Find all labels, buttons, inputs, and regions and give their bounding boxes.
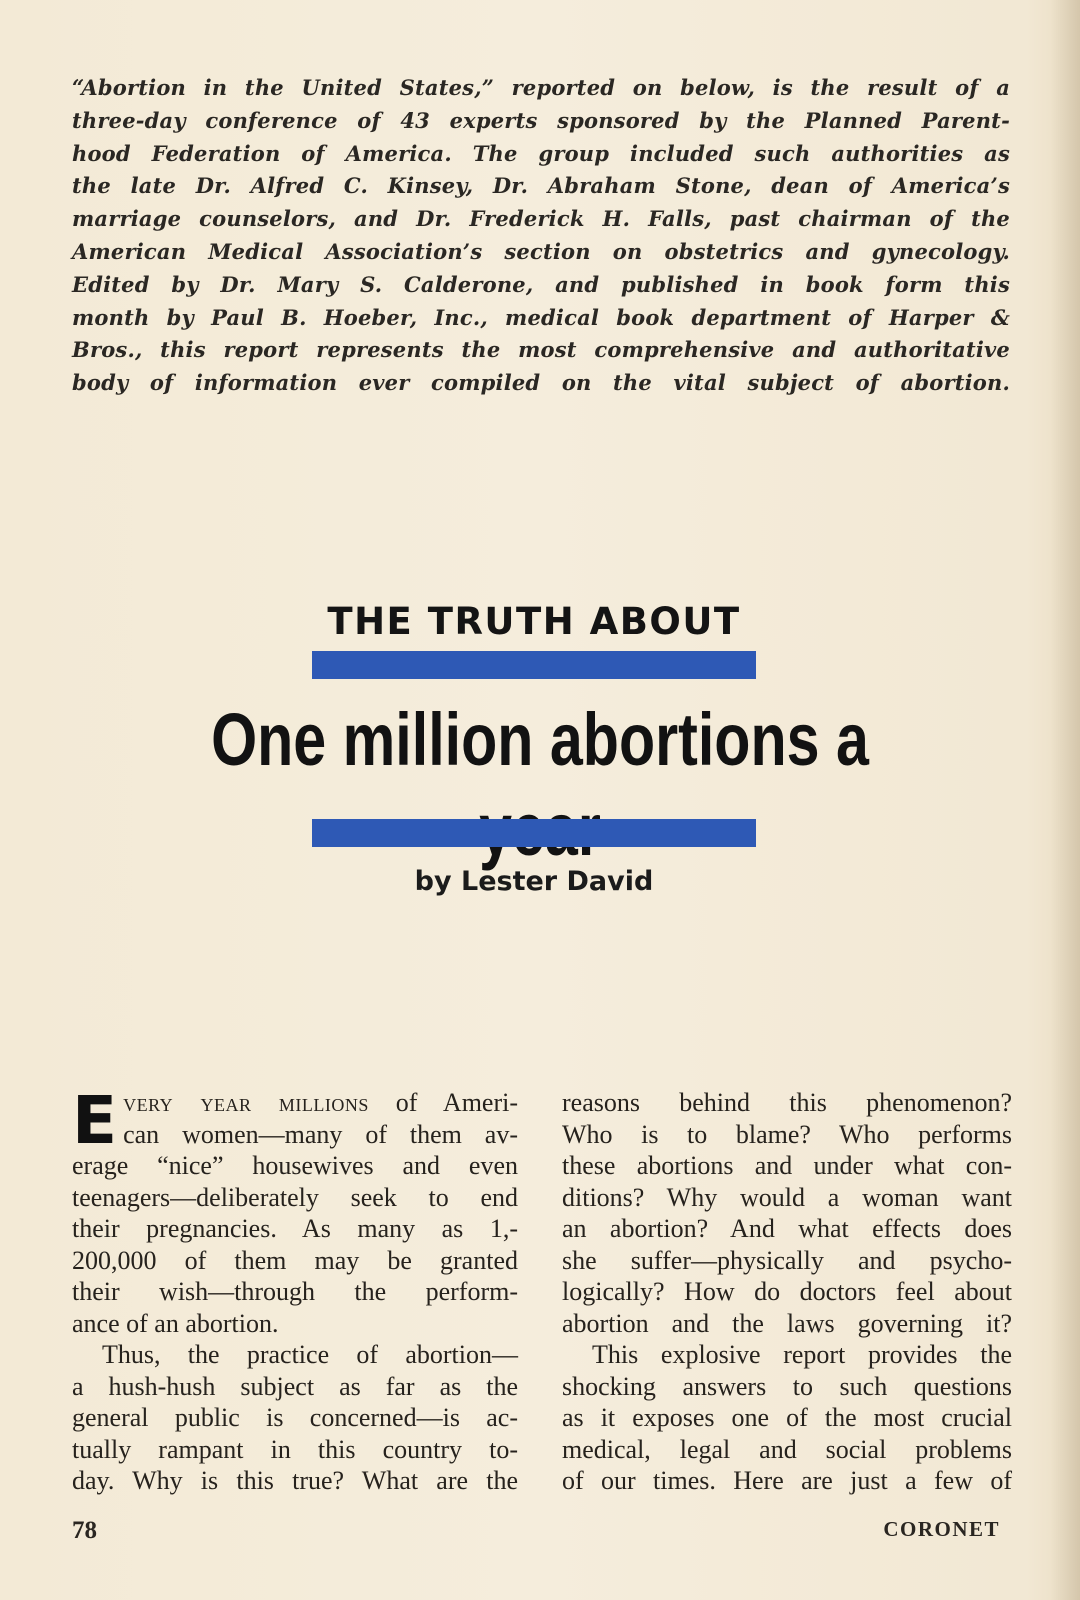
body-line: she suffer—physically and psycho- (562, 1245, 1012, 1275)
blue-rule-top (312, 651, 756, 679)
body-line: medical, legal and social problems (562, 1434, 1012, 1464)
body-line: ditions? Why would a woman want (562, 1182, 1012, 1212)
body-line: general public is concerned—is ac- (72, 1403, 518, 1432)
body-line: as it exposes one of the most crucial (562, 1403, 1012, 1432)
intro-line: marriage counselors, and Dr. Frederick H. Falls, past chairman of the (72, 206, 1010, 232)
body-line: tually rampant in this country to- (72, 1434, 518, 1464)
body-line: reasons behind this phenomenon? (562, 1088, 1012, 1117)
intro-line: body of information ever compiled on the vital subject of abortion. (72, 370, 1010, 396)
intro-line: the late Dr. Alfred C. Kinsey, Dr. Abraham Stone, dean of America’s (72, 173, 1010, 199)
body-line: can women—many of them av- (123, 1119, 518, 1149)
lead-in-smallcaps: very year millions (123, 1088, 369, 1117)
page-number: 78 (72, 1517, 97, 1544)
body-line: logically? How do doctors feel about (562, 1277, 1012, 1306)
body-line: their pregnancies. As many as 1,- (72, 1214, 518, 1243)
body-text: of Ameri- (368, 1088, 518, 1117)
intro-paragraph (72, 72, 1010, 400)
body-line: a hush-hush subject as far as the (72, 1371, 518, 1401)
intro-line: hood Federation of America. The group included such authorities as (72, 140, 1010, 166)
body-line: day. Why is this true? What are the (72, 1466, 518, 1495)
drop-cap: E (72, 1082, 118, 1159)
body-column-left (72, 1082, 518, 1497)
body-line: 200,000 of them may be granted (72, 1245, 518, 1275)
intro-line: month by Paul B. Hoeber, Inc., medical book department of Harper & (72, 304, 1010, 330)
title-kicker: THE TRUTH ABOUT (327, 600, 741, 643)
body-line: shocking answers to such questions (562, 1371, 1012, 1401)
intro-line: American Medical Association’s section on obstetrics and gynecology. (72, 238, 1010, 264)
body-line: ance of an abortion. (72, 1308, 279, 1338)
intro-line: three-day conference of 43 experts sponsored by the Planned Parent- (72, 107, 1010, 133)
intro-line: Bros., this report represents the most comprehensive and authoritative (72, 337, 1010, 363)
body-column-right (562, 1087, 1012, 1497)
body-line: This explosive report provides the (592, 1340, 1012, 1369)
body-line (72, 1087, 518, 1119)
body-line: these abortions and under what con- (562, 1151, 1012, 1180)
intro-line: “Abortion in the United States,” reported on below, is the result of a (72, 75, 1010, 100)
page-edge-shadow (1050, 0, 1080, 1600)
body-line: an abortion? And what effects does (562, 1214, 1012, 1243)
body-line: of our times. Here are just a few of (562, 1466, 1012, 1495)
body-line: teenagers—deliberately seek to end (72, 1182, 518, 1212)
body-line: Who is to blame? Who performs (562, 1119, 1012, 1149)
blue-rule-bottom (312, 819, 756, 847)
body-line: their wish—through the perform- (72, 1277, 518, 1306)
body-line: abortion and the laws governing it? (562, 1308, 1012, 1338)
byline: by Lester David (414, 866, 654, 897)
body-line: erage “nice” housewives and even (72, 1151, 518, 1180)
body-line: Thus, the practice of abortion— (102, 1340, 518, 1369)
article-headline: One million abortions a (211, 698, 869, 781)
magazine-name: CORONET (883, 1517, 1000, 1541)
intro-line: Edited by Dr. Mary S. Calderone, and published in book form this (72, 271, 1010, 297)
